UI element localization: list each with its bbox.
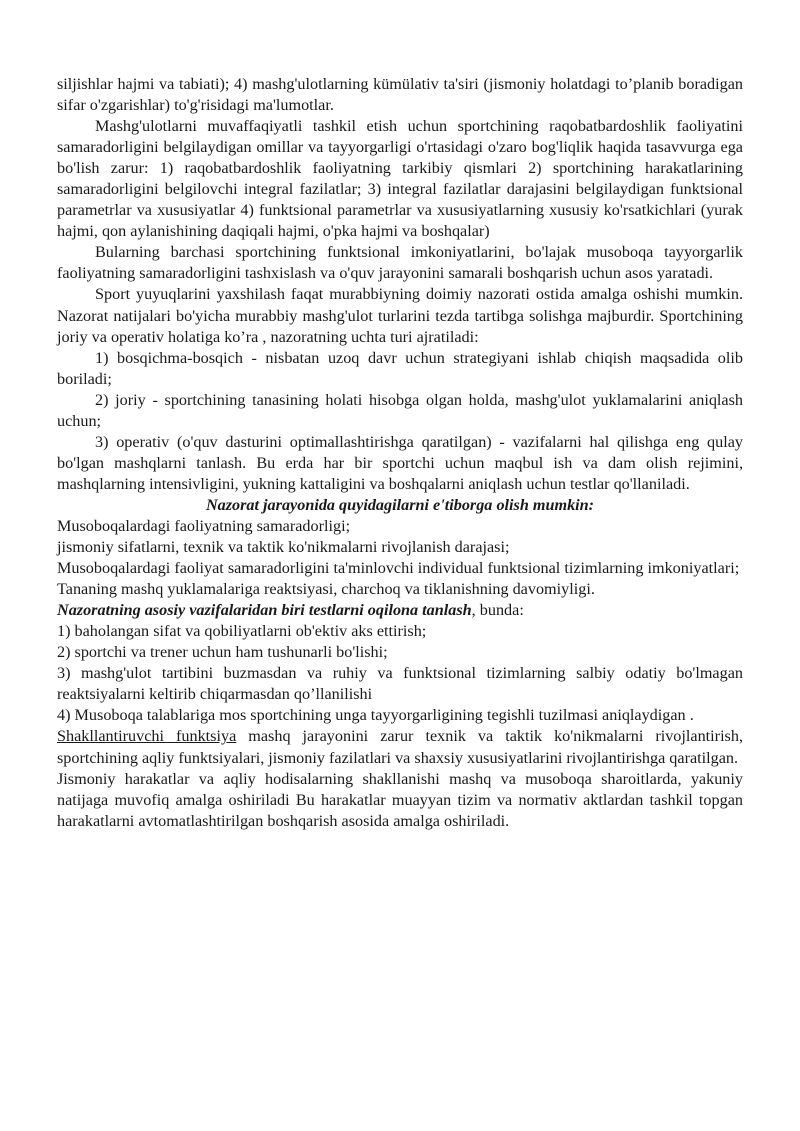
paragraph-text: , bunda: (471, 601, 524, 620)
paragraph-text: mashq jarayonini zarur texnik va taktik ko'nikmalarni rivojlantirish, sportchining aqliy funktsiyalari, jismoniy fazilatlari va shaxsiy xususiyatlarini rivojlantirishga qaratilgan. (57, 727, 744, 767)
list-item: Tananing mashq yuklamalariga reaktsiyasi, charchoq va tiklanishning davomiyligi. (57, 580, 595, 599)
numbered-item: 3) operativ (o'quv dasturini optimallashtirishga qaratilgan) - vazifalarni hal qilishga eng qulay bo'lgan mashqlarni tanlash. Bu erda har bir sportchi uchun maqbul ish va dam olish rejimini, mashqlarning intensivligini, yukning kattaligini va boshqalarni aniqlash uchun testlar qo'llaniladi. (57, 432, 743, 493)
numbered-item: 2) joriy - sportchining tanasining holati hisobga olgan holda, mashg'ulot yuklamalarini aniqlash uchun; (57, 390, 743, 430)
list-item: jismoniy sifatlarni, texnik va taktik ko'nikmalarni rivojlanish darajasi; (57, 538, 510, 557)
paragraph: Mashg'ulotlarni muvaffaqiyatli tashkil etish uchun sportchining raqobatbardoshlik faoliyatini samaradorligini belgilaydigan omillar va tayyorgarligi o'rtasidagi o'zaro bog'liqlik haqida tasavvurga ega bo'lish zarur: 1) raqobatbardoshlik faoliyatning tarkibiy qismlari 2) sportchining harakatlarining samaradorligini belgilovchi integral fazilatlar; 3) integral fazilatlar darajasini belgilaydigan funktsional parametrlar va xususiyatlar 4) funktsional parametrlar va xususiyatlarning xususiy ko'rsatkichlari (yurak hajmi, qon aylanishining daqiqali hajmi, o'pka hajmi va boshqalar) (57, 117, 743, 241)
list-item: 3) mashg'ulot tartibini buzmasdan va ruhiy va funktsional tizimlarning salbiy odatiy bo'lmagan reaktsiyalarni keltirib chiqarmasdan qo’llanilishi (57, 664, 743, 704)
list-item: 2) sportchi va trener uchun ham tushunarli bo'lishi; (57, 643, 388, 662)
list-item: Musoboqalardagi faoliyatning samaradorligi; (57, 516, 351, 535)
list-item: 4) Musoboqa talablariga mos sportchining unga tayyorgarligining tegishli tuzilmasi aniqlaydigan . (57, 706, 694, 725)
list-item: 1) baholangan sifat va qobiliyatlarni ob'ektiv aks ettirish; (57, 622, 427, 641)
paragraph: Jismoniy harakatlar va aqliy hodisalarning shakllanishi mashq va musoboqa sharoitlarda, yakuniy natijaga muvofiq amalga oshiriladi Bu harakatlar muayyan tizim va normativ aktlardan tashkil topgan harakatlarni avtomatlashtirilgan boshqarish asosida amalga oshiriladi. (57, 769, 743, 830)
paragraph (57, 726, 743, 768)
paragraph: siljishlar hajmi va tabiati); 4) mashg'ulotlarning kümülativ ta'siri (jismoniy holatdagi to’planib boradigan sifar o'zgarishlar) to'g'risidagi ma'lumotlar. (57, 75, 743, 115)
numbered-item: 1) bosqichma-bosqich - nisbatan uzoq davr uchun strategiyani ishlab chiqish maqsadida olib boriladi; (57, 348, 743, 388)
underlined-term: Shakllantiruvchi funktsiya (57, 727, 237, 746)
paragraph: Bularning barchasi sportchining funktsional imkoniyatlarini, bo'lajak musoboqa tayyorgarlik faoliyatning samaradorligini tashxislash va o'quv jarayonini samarali boshqarish uchun asos yaratadi. (57, 243, 743, 283)
list-item: Musoboqalardagi faoliyat samaradorligini ta'minlovchi individual funktsional tizimlarning imkoniyatlari; (57, 559, 740, 578)
emphasized-phrase: Nazoratning asosiy vazifalaridan biri testlarni oqilona tanlash (57, 601, 472, 620)
paragraph: Sport yuyuqlarini yaxshilash faqat murabbiyning doimiy nazorati ostida amalga oshishi mumkin. Nazorat natijalari bo'yicha murabbiy mashg'ulot turlarini tezda tartibga solishga majburdir. Sportchining joriy va operativ holatiga ko’ra , nazoratning uchta turi ajratiladi: (57, 285, 743, 346)
section-heading: Nazorat jarayonida quyidagilarni e'tiborga olish mumkin: (205, 495, 595, 514)
paragraph (57, 600, 743, 621)
